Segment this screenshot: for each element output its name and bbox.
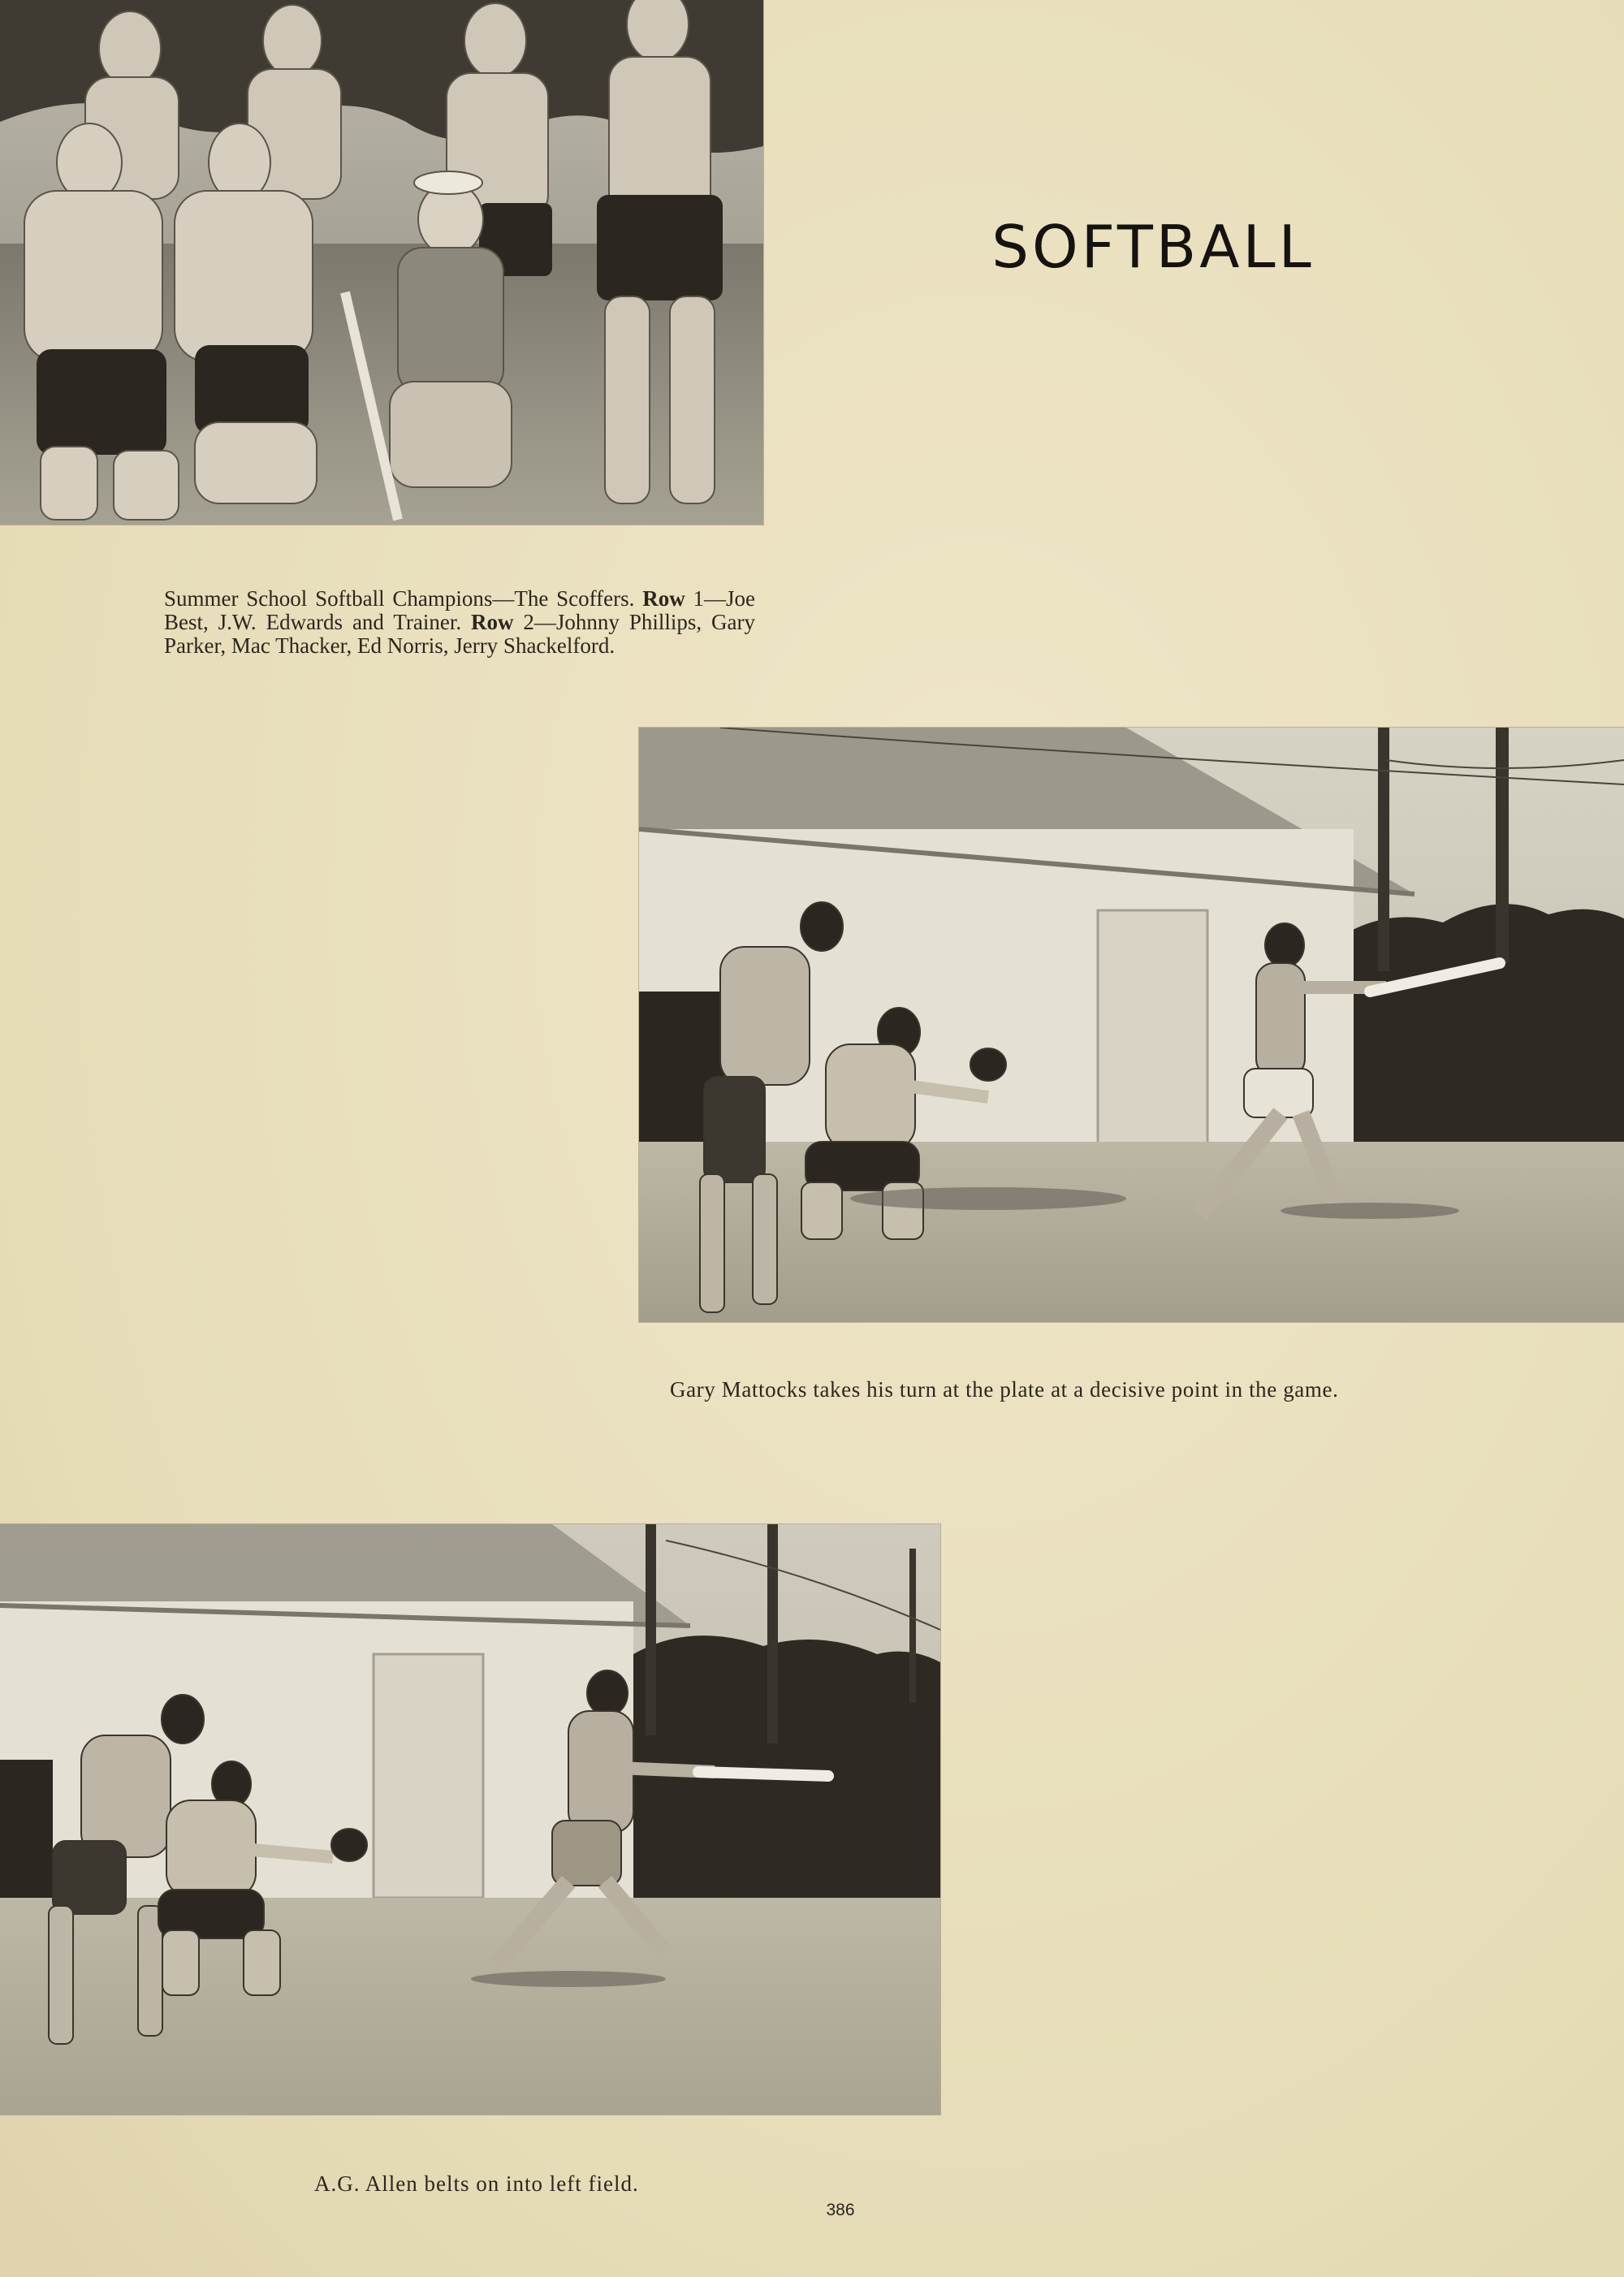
caption-row-label: Row bbox=[642, 586, 685, 611]
team-photo bbox=[0, 0, 763, 525]
team-photo-caption bbox=[164, 587, 755, 658]
batting-photo-mattocks bbox=[639, 728, 1624, 1322]
caption-row-label: Row bbox=[471, 610, 514, 634]
page-number: 386 bbox=[826, 2201, 855, 2219]
caption-text: 1—Joe Best, J.W. Edwards and Trainer. bbox=[164, 586, 755, 634]
batting-photo-allen-caption: A.G. Allen belts on into left field. bbox=[314, 2171, 639, 2196]
batting-photo-allen bbox=[0, 1524, 940, 2115]
page-title: SOFTBALL bbox=[991, 213, 1315, 281]
batting-photo-mattocks-caption: Gary Mattocks takes his turn at the plate at a decisive point in the game. bbox=[670, 1377, 1339, 1402]
caption-text: 2—Johnny Phillips, Gary Parker, Mac Thacker, Ed Norris, Jerry Shackelford. bbox=[164, 610, 755, 658]
caption-text: Summer School Softball Champions—The Scoffers. bbox=[164, 586, 643, 611]
